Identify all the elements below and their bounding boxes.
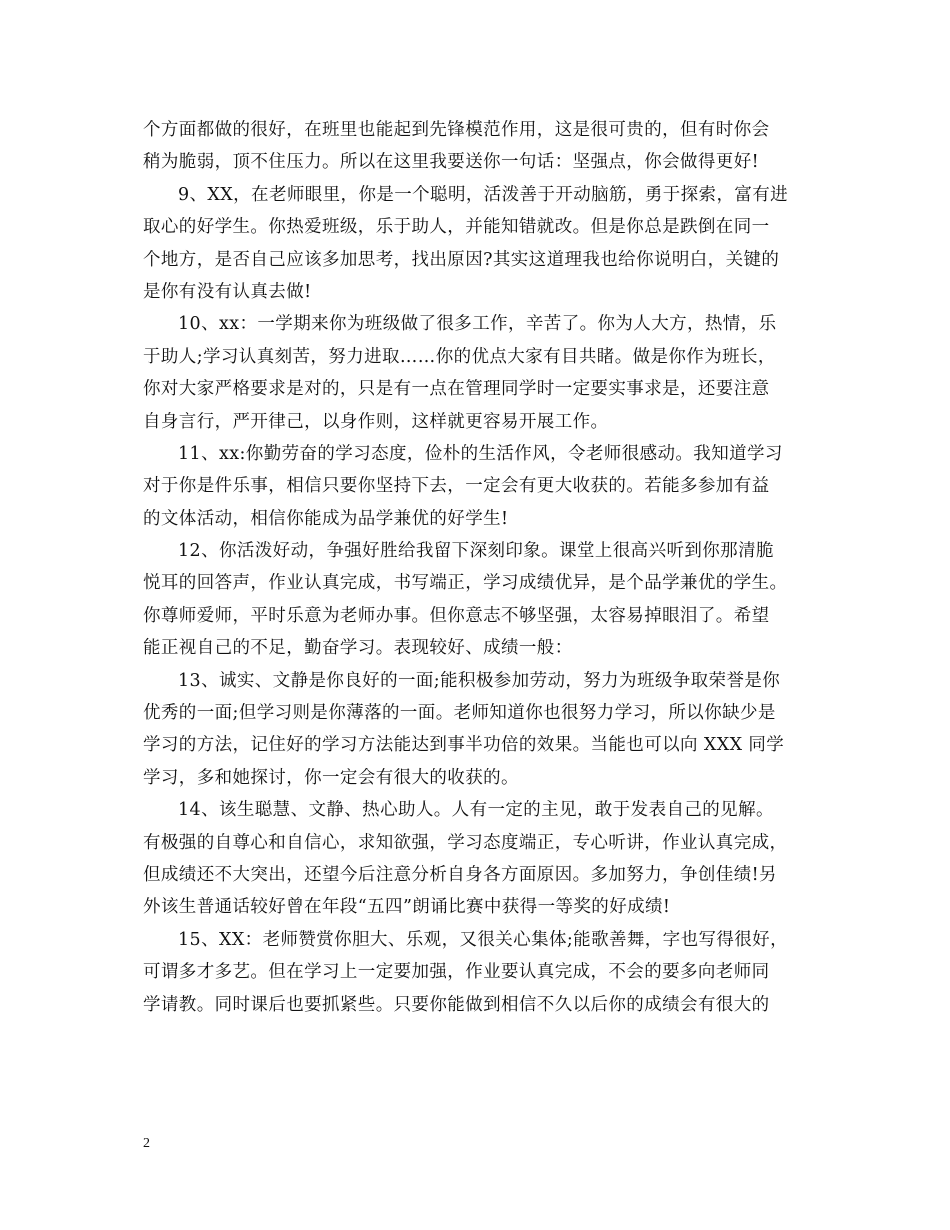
text-line: 你对大家严格要求是对的，只是有一点在管理同学时一定要实事求是，还要注意 bbox=[143, 379, 770, 400]
text-line: 自身言行，严开律己，以身作则，这样就更容易开展工作。 bbox=[143, 411, 609, 432]
document-body bbox=[143, 114, 813, 1021]
paragraph-first-line: 9、XX，在老师眼里，你是一个聪明，活泼善于开动脑筋，勇于探索，富有进 bbox=[178, 184, 789, 205]
text-line: 学习，多和她探讨，你一定会有很大的收获的。 bbox=[143, 767, 519, 788]
page-number: 2 bbox=[143, 1136, 150, 1151]
text-line: 但成绩还不大突出，还望今后注意分析自身各方面原因。多加努力，争创佳绩!另 bbox=[143, 864, 777, 885]
text-line: 于助人;学习认真刻苦，努力进取……你的优点大家有目共睹。做是你作为班长， bbox=[143, 346, 776, 367]
text-line: 有极强的自尊心和自信心，求知欲强，学习态度端正，专心听讲，作业认真完成， bbox=[143, 832, 788, 853]
text-line: 取心的好学生。你热爱班级，乐于助人，并能知错就改。但是你总是跌倒在同一 bbox=[143, 217, 770, 238]
text-line: 对于你是件乐事，相信只要你坚持下去，一定会有更大收获的。若能多参加有益 bbox=[143, 476, 770, 497]
text-line: 学请教。同时课后也要抓紧些。只要你能做到相信不久以后你的成绩会有很大的 bbox=[143, 994, 770, 1015]
text-line: 个方面都做的很好，在班里也能起到先锋模范作用，这是很可贵的，但有时你会 bbox=[143, 120, 770, 140]
text-line: 外该生普通话较好曾在年段“五四”朗诵比赛中获得一等奖的好成绩! bbox=[143, 897, 671, 918]
paragraph-first-line: 13、诚实、文静是你良好的一面;能积极参加劳动，努力为班级争取荣誉是你 bbox=[178, 670, 781, 691]
text-line: 可谓多才多艺。但在学习上一定要加强，作业要认真完成，不会的要多向老师同 bbox=[143, 962, 770, 983]
text-line: 是你有没有认真去做! bbox=[143, 281, 312, 302]
paragraph-first-line: 10、xx：一学期来你为班级做了很多工作，辛苦了。你为人大方，热情，乐 bbox=[178, 314, 777, 335]
paragraph-first-line: 15、XX：老师赞赏你胆大、乐观，又很关心集体;能歌善舞，字也写得很好， bbox=[178, 929, 788, 950]
text-line: 学习的方法，记住好的学习方法能达到事半功倍的效果。当能也可以向 XXX 同学 bbox=[143, 735, 785, 756]
text-line: 优秀的一面;但学习则是你薄落的一面。老师知道你也很努力学习，所以你缺少是 bbox=[143, 703, 776, 724]
text-line: 能正视自己的不足，勤奋学习。表现较好、成绩一般： bbox=[143, 638, 573, 659]
text-line: 稍为脆弱，顶不住压力。所以在这里我要送你一句话：坚强点，你会做得更好! bbox=[143, 152, 760, 173]
text-line: 个地方，是否自己应该多加思考，找出原因?其实这道理我也给你说明白，关键的 bbox=[143, 249, 780, 270]
text-line: 你尊师爱师，平时乐意为老师办事。但你意志不够坚强，太容易掉眼泪了。希望 bbox=[143, 605, 770, 626]
paragraph-first-line: 11、xx:你勤劳奋的学习态度，俭朴的生活作风，令老师很感动。我知道学习 bbox=[178, 443, 783, 464]
paragraph-first-line: 14、该生聪慧、文静、热心助人。人有一定的主见，敢于发表自己的见解。 bbox=[178, 800, 774, 821]
text-line: 悦耳的回答声，作业认真完成，书写端正，学习成绩优异，是个品学兼优的学生。 bbox=[143, 573, 788, 594]
text-line: 的文体活动，相信你能成为品学兼优的好学生! bbox=[143, 508, 509, 529]
paragraph-first-line: 12、你活泼好动，争强好胜给我留下深刻印象。课堂上很高兴听到你那清脆 bbox=[178, 541, 774, 562]
